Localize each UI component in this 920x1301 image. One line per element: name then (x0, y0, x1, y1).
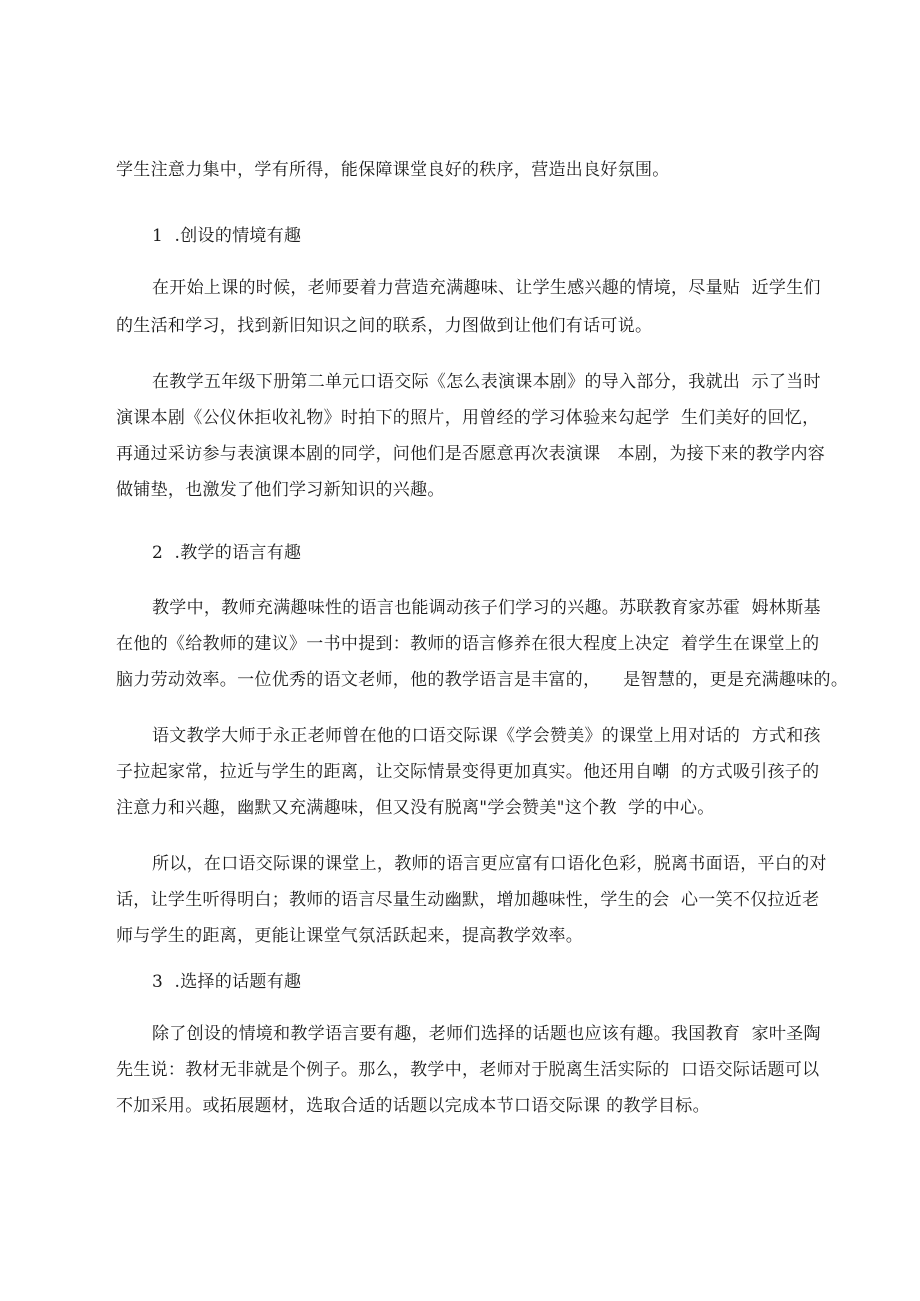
section2-paragraph2-line-2: 子拉起家常，拉近与学生的距离，让交际情景变得更加真实。他还用自嘲 的方式吸引孩子的 (116, 762, 820, 782)
section2-paragraph2-line-1: 语文教学大师于永正老师曾在他的口语交际课《学会赞美》的课堂上用对话的 方式和孩 (152, 726, 821, 746)
section3-paragraph1-line-1: 除了创设的情境和教学语言要有趣，老师们选择的话题也应该有趣。我国教育 家叶圣陶 (152, 1024, 821, 1044)
section2-paragraph3-line-3: 师与学生的距离，更能让课堂气氛活跃起来，提高教学效率。 (116, 926, 584, 946)
section2-paragraph1-line-3: 脑力劳动效率。一位优秀的语文老师，他的教学语言是丰富的， 是智慧的，更是充满趣味的。 (116, 670, 849, 690)
section-heading-3: 3 .选择的话题有趣 (152, 972, 302, 992)
intro-line-1: 学生注意力集中，学有所得，能保障课堂良好的秩序，营造出良好氛围。 (116, 160, 670, 180)
section2-paragraph2-line-3: 注意力和兴趣，幽默又充满趣味，但又没有脱离"学会赞美"这个教 学的中心。 (116, 798, 715, 818)
section1-paragraph2-line-2: 演课本剧《公仪休拒收礼物》时拍下的照片，用曾经的学习体验来勾起学 生们美好的回忆， (116, 408, 820, 428)
section1-paragraph2-line-4: 做铺垫，也激发了他们学习新知识的兴趣。 (116, 480, 445, 500)
section2-paragraph1-line-1: 教学中，教师充满趣味性的语言也能调动孩子们学习的兴趣。苏联教育家苏霍 姆林斯基 (152, 598, 821, 618)
section2-paragraph3-line-2: 话，让学生听得明白；教师的语言尽量生动幽默，增加趣味性，学生的会 心一笑不仅拉近老 (116, 890, 820, 910)
section1-paragraph2-line-3: 再通过采访参与表演课本剧的同学，问他们是否愿意再次表演课 本剧，为接下来的教学内容 (116, 444, 826, 464)
section-heading-1: 1 .创设的情境有趣 (152, 226, 302, 246)
section1-paragraph2-line-1: 在教学五年级下册第二单元口语交际《怎么表演课本剧》的导入部分，我就出 示了当时 (152, 372, 821, 392)
section2-paragraph3-line-1: 所以，在口语交际课的课堂上，教师的语言更应富有口语化色彩，脱离书面语，平白的对 (152, 854, 827, 874)
section3-paragraph1-line-3: 不加采用。或拓展题材，选取合适的话题以完成本节口语交际课 的教学目标。 (116, 1096, 710, 1116)
section-heading-2: 2 .教学的语言有趣 (152, 543, 302, 563)
section2-paragraph1-line-2: 在他的《给教师的建议》一书中提到：教师的语言修养在很大程度上决定 着学生在课堂上的 (116, 634, 820, 654)
section1-paragraph1-line-1: 在开始上课的时候，老师要着力营造充满趣味、让学生感兴趣的情境，尽量贴 近学生们 (152, 278, 821, 298)
section1-paragraph1-line-2: 的生活和学习，找到新旧知识之间的联系，力图做到让他们有话可说。 (116, 316, 653, 336)
section3-paragraph1-line-2: 先生说：教材无非就是个例子。那么，教学中，老师对于脱离生活实际的 口语交际话题可以 (116, 1060, 820, 1080)
